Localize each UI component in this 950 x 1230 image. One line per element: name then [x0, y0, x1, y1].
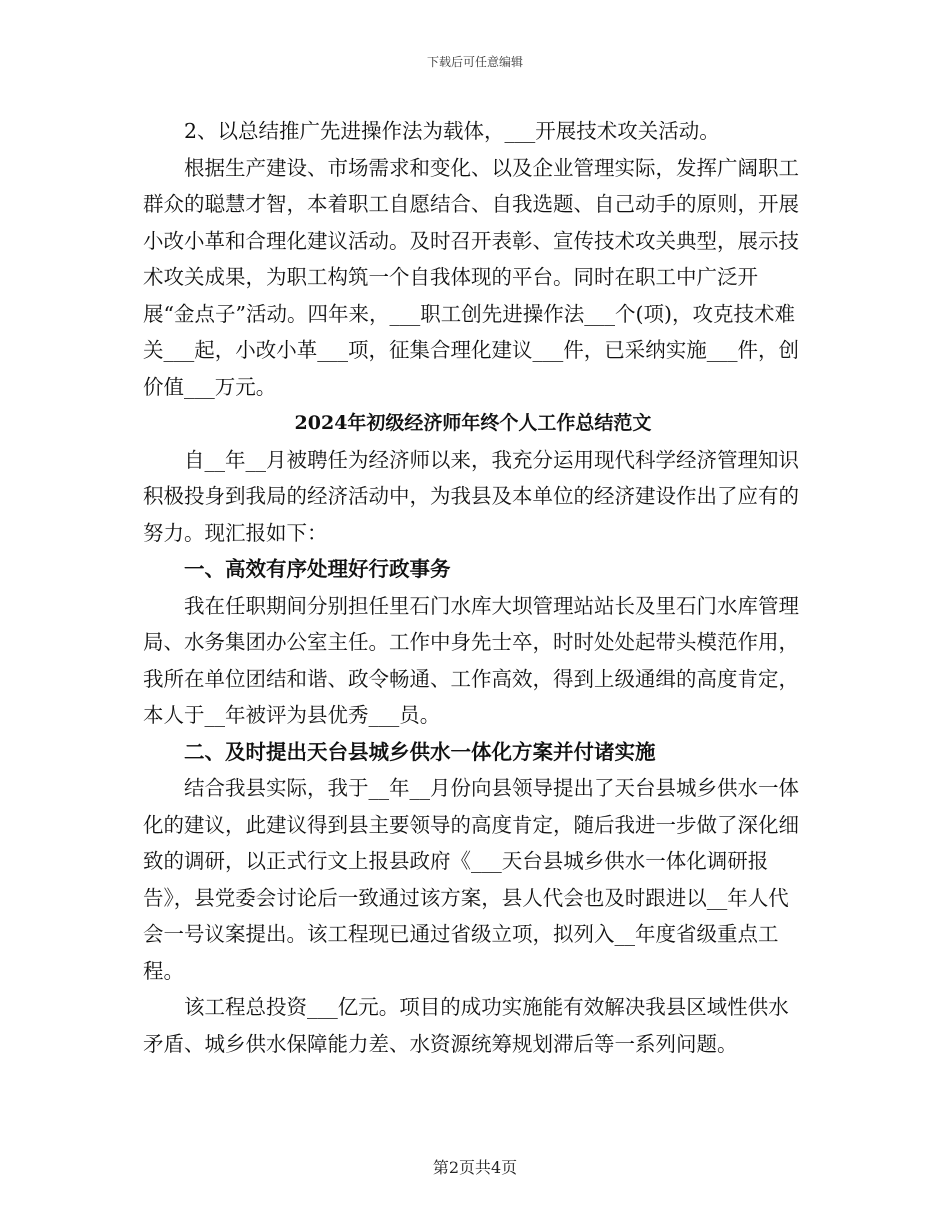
paragraph-6: 该工程总投资___亿元。项目的成功实施能有效解决我县区域性供水矛盾、城乡供水保障能力差、水资源统筹规划滞后等一系列问题。	[143, 995, 789, 1056]
paragraph-5: 结合我县实际，我于__年__月份向县领导提出了天台县城乡供水一体化的建议，此建议得到县主要领导的高度肯定，随后我进一步做了深化细致的调研，以正式行文上报县政府《___天台县城乡供水一体化调研报告》，县党委会讨论后一致通过该方案，县人代会也及时跟进以__年人代会一号议案提出。该工程现已通过省级立项，拟列入__年度省级重点工程。	[143, 776, 799, 983]
paragraph-4: 我在任职期间分别担任里石门水库大坝管理站站长及里石门水库管理局、水务集团办公室主任。工作中身先士卒，时时处处起带头模范作用，我所在单位团结和谐、政令畅通、工作高效，得到上级通缉的高度肯定，本人于__年被评为县优秀___员。	[143, 593, 799, 727]
section-heading-1: 一、高效有序处理好行政事务	[184, 557, 451, 581]
document-body	[143, 113, 803, 1062]
paragraph-2: 根据生产建设、市场需求和变化、以及企业管理实际，发挥广阔职工群众的聪慧才智，本着职工自愿结合、自我选题、自己动手的原则，开展小改小革和合理化建议活动。及时召开表彰、宣传技术攻关典型，展示技术攻关成果，为职工构筑一个自我体现的平台。同时在职工中广泛开展“金点子”活动。四年来，___职工创先进操作法___个(项)，攻克技术难关___起，小改小革___项，征集合理化建议___件，已采纳实施___件，创价值___万元。	[143, 155, 799, 399]
section-heading-2: 二、及时提出天台县城乡供水一体化方案并付诸实施	[184, 739, 656, 764]
page-header: 下载后可任意编辑	[426, 55, 523, 69]
paragraph-3: 自__年__月被聘任为经济师以来，我充分运用现代科学经济管理知识积极投身到我局的经济活动中，为我县及本单位的经济建设作出了应有的努力。现汇报如下：	[143, 447, 799, 545]
paragraph-1: 2、以总结推广先进操作法为载体，___开展技术攻关活动。	[184, 119, 720, 143]
document-title: 2024年初级经济师年终个人工作总结范文	[294, 412, 652, 434]
page-number: 第2页共4页	[432, 1158, 518, 1177]
